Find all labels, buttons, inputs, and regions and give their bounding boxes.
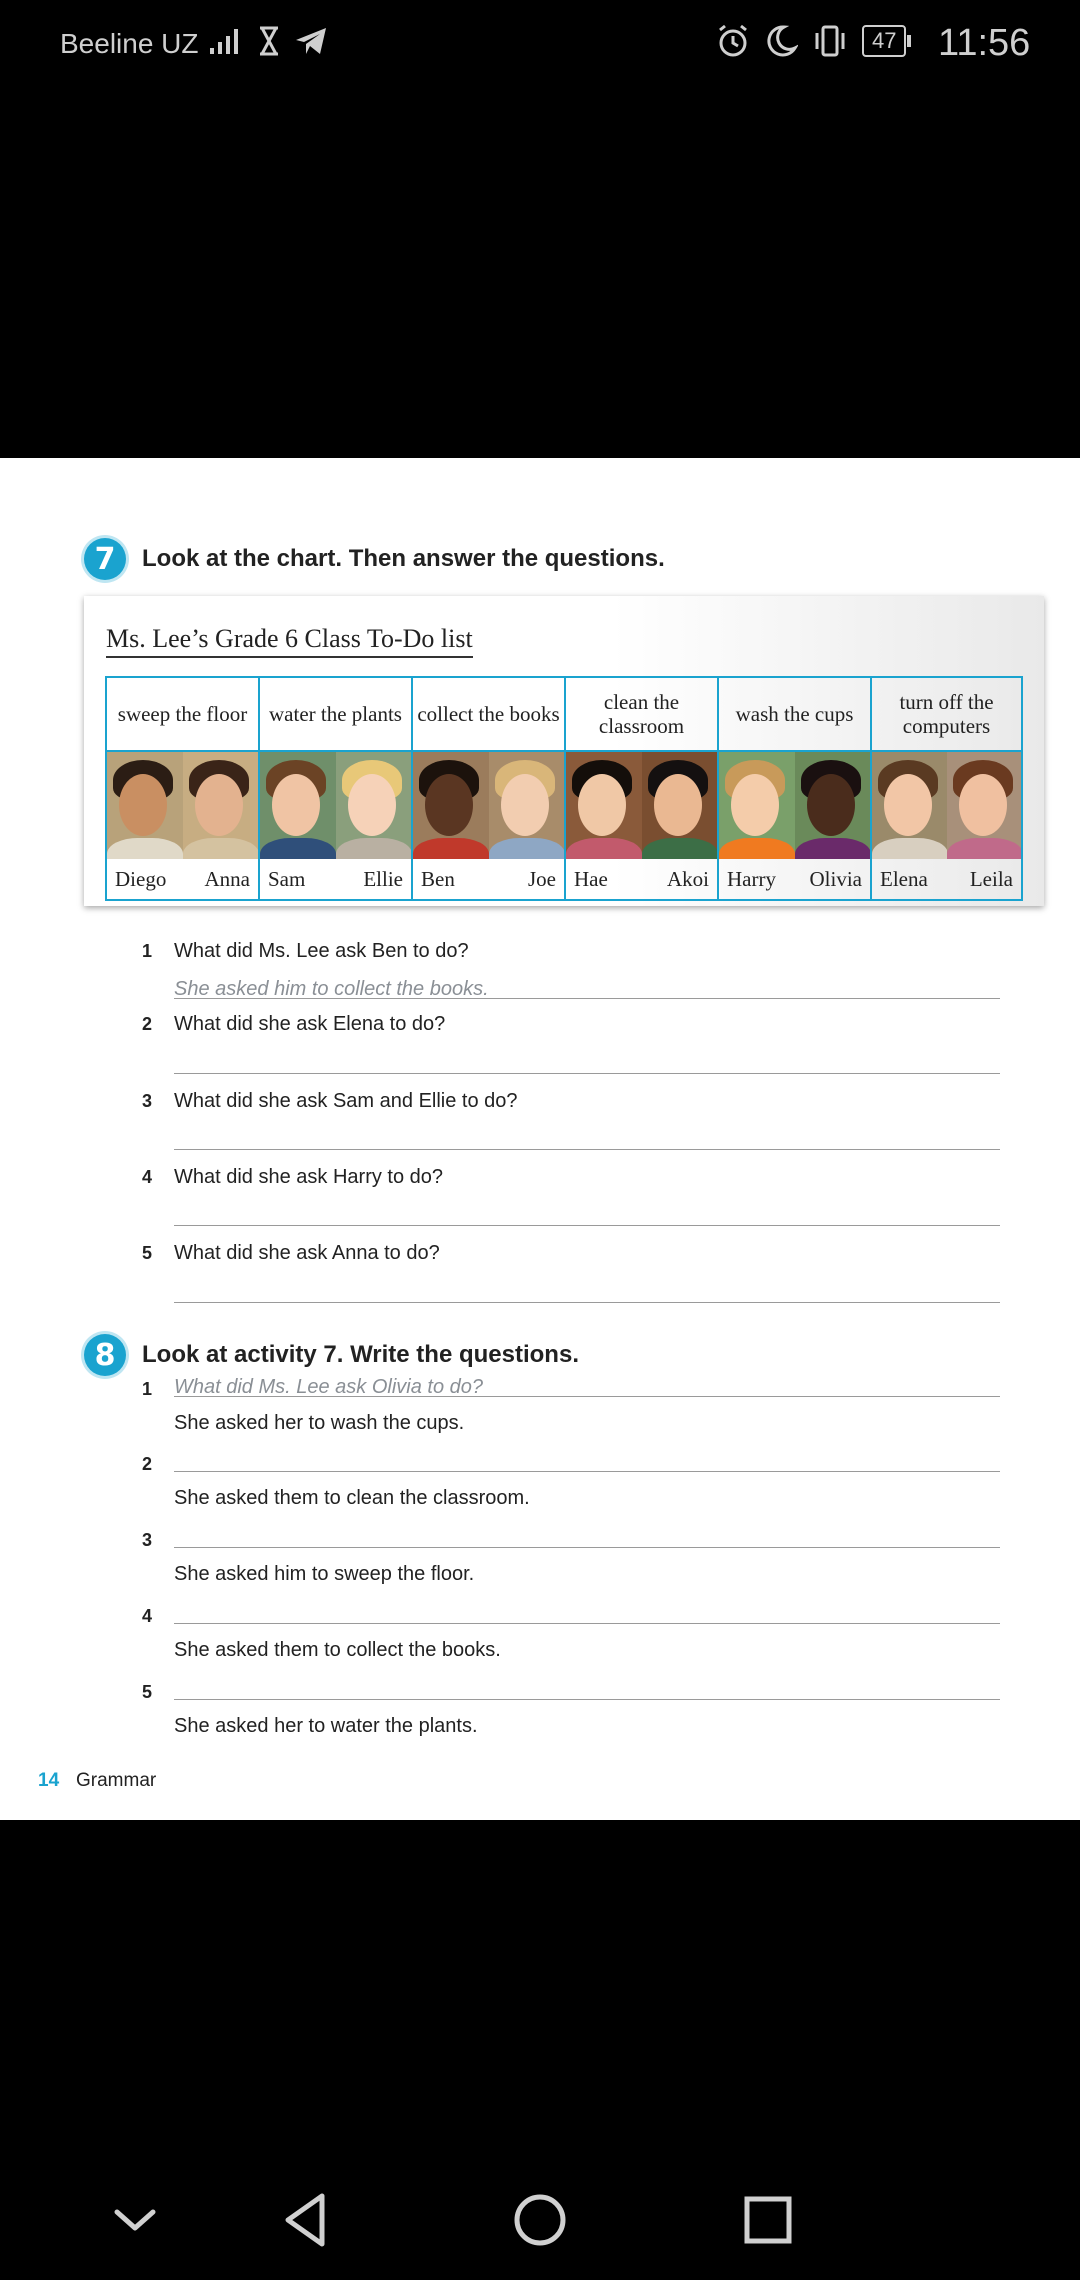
- student-name: Ellie: [363, 866, 403, 891]
- answer-line[interactable]: [174, 1149, 1000, 1150]
- question-number: 3: [142, 1091, 153, 1111]
- question-number: 2: [142, 1014, 153, 1034]
- student-photo: [719, 752, 870, 859]
- chart-column: [258, 676, 411, 901]
- answer-statement: She asked them to collect the books.: [174, 1639, 501, 1661]
- question-text: What did she ask Sam and Ellie to do?: [174, 1090, 518, 1112]
- answer-text: She asked him to collect the books.: [174, 978, 489, 1000]
- exercise-7-header: [84, 538, 665, 580]
- student-name: Sam: [268, 866, 306, 891]
- answer-line[interactable]: [174, 998, 1000, 999]
- task-label: collect the books: [413, 678, 564, 752]
- hourglass-icon: [258, 26, 280, 56]
- question-line[interactable]: [174, 1471, 1000, 1472]
- chart-column: [717, 676, 870, 901]
- question-number: 1: [142, 941, 153, 961]
- back-icon[interactable]: [278, 2190, 338, 2250]
- student-name: Elena: [880, 866, 928, 891]
- student-name: Joe: [528, 866, 556, 891]
- exercise-instruction: Look at activity 7. Write the questions.: [142, 1341, 579, 1368]
- signal-icon: [208, 26, 244, 56]
- page-number: 14: [38, 1770, 60, 1791]
- task-label: water the plants: [260, 678, 411, 752]
- student-name: Hae: [574, 866, 608, 891]
- chart-column: [411, 676, 564, 901]
- question-number: 4: [142, 1167, 153, 1187]
- chart-grid: [105, 676, 1023, 901]
- chevron-down-icon[interactable]: [105, 2190, 165, 2250]
- chart-column: [105, 676, 258, 901]
- student-photo: [413, 752, 564, 859]
- student-name: Akoi: [667, 866, 709, 891]
- student-photo: [107, 752, 258, 859]
- task-label: wash the cups: [719, 678, 870, 752]
- student-photo: [260, 752, 411, 859]
- task-label: sweep the floor: [107, 678, 258, 752]
- todo-chart: [84, 596, 1044, 906]
- question-number: 5: [142, 1243, 153, 1263]
- vibrate-icon: [812, 24, 848, 58]
- answer-line[interactable]: [174, 1225, 1000, 1226]
- answer-statement: She asked them to clean the classroom.: [174, 1487, 530, 1509]
- student-photo: [872, 752, 1021, 859]
- exercise-8-header: [84, 1334, 579, 1376]
- moon-icon: [764, 24, 798, 58]
- student-name: Diego: [115, 866, 167, 891]
- clock: 11:56: [938, 22, 1031, 64]
- item-number: 3: [142, 1530, 153, 1550]
- exercise-number-badge: 8: [84, 1334, 126, 1376]
- chart-title: Ms. Lee’s Grade 6 Class To-Do list: [106, 624, 473, 658]
- question-text: What did she ask Anna to do?: [174, 1242, 440, 1264]
- section-label: Grammar: [76, 1770, 157, 1791]
- carrier-label: Beeline UZ: [60, 28, 199, 59]
- question-line[interactable]: [174, 1623, 1000, 1624]
- item-number: 2: [142, 1454, 153, 1474]
- student-name: Olivia: [809, 866, 862, 891]
- student-name: Leila: [969, 866, 1013, 891]
- home-icon[interactable]: [510, 2190, 570, 2250]
- question-line[interactable]: [174, 1547, 1000, 1548]
- question-answer-text: What did Ms. Lee ask Olivia to do?: [174, 1376, 484, 1398]
- battery-indicator: 47: [862, 25, 906, 57]
- answer-statement: She asked her to water the plants.: [174, 1715, 478, 1737]
- answer-statement: She asked her to wash the cups.: [174, 1412, 465, 1434]
- student-photo: [566, 752, 717, 859]
- student-name: Anna: [204, 866, 250, 891]
- answer-line[interactable]: [174, 1302, 1000, 1303]
- telegram-icon: [294, 26, 328, 56]
- status-bar: [0, 0, 1080, 90]
- alarm-icon: [716, 24, 750, 58]
- answer-line[interactable]: [174, 1073, 1000, 1074]
- item-number: 1: [142, 1379, 153, 1399]
- exercise-instruction: Look at the chart. Then answer the questions.: [142, 545, 665, 572]
- question-text: What did Ms. Lee ask Ben to do?: [174, 940, 469, 962]
- navigation-bar: [0, 2150, 1080, 2280]
- answer-statement: She asked him to sweep the floor.: [174, 1563, 475, 1585]
- chart-column: [870, 676, 1023, 901]
- exercise-number-badge: 7: [84, 538, 126, 580]
- student-name: Harry: [727, 866, 776, 891]
- student-name: Ben: [421, 866, 455, 891]
- item-number: 4: [142, 1606, 153, 1626]
- task-label: turn off the computers: [872, 678, 1021, 752]
- task-label: clean the classroom: [566, 678, 717, 752]
- item-number: 5: [142, 1682, 153, 1702]
- question-line[interactable]: [174, 1396, 1000, 1397]
- recents-icon[interactable]: [738, 2190, 798, 2250]
- question-line[interactable]: [174, 1699, 1000, 1700]
- question-text: What did she ask Elena to do?: [174, 1013, 446, 1035]
- workbook-page: [0, 458, 1080, 1820]
- question-text: What did she ask Harry to do?: [174, 1166, 444, 1188]
- chart-column: [564, 676, 717, 901]
